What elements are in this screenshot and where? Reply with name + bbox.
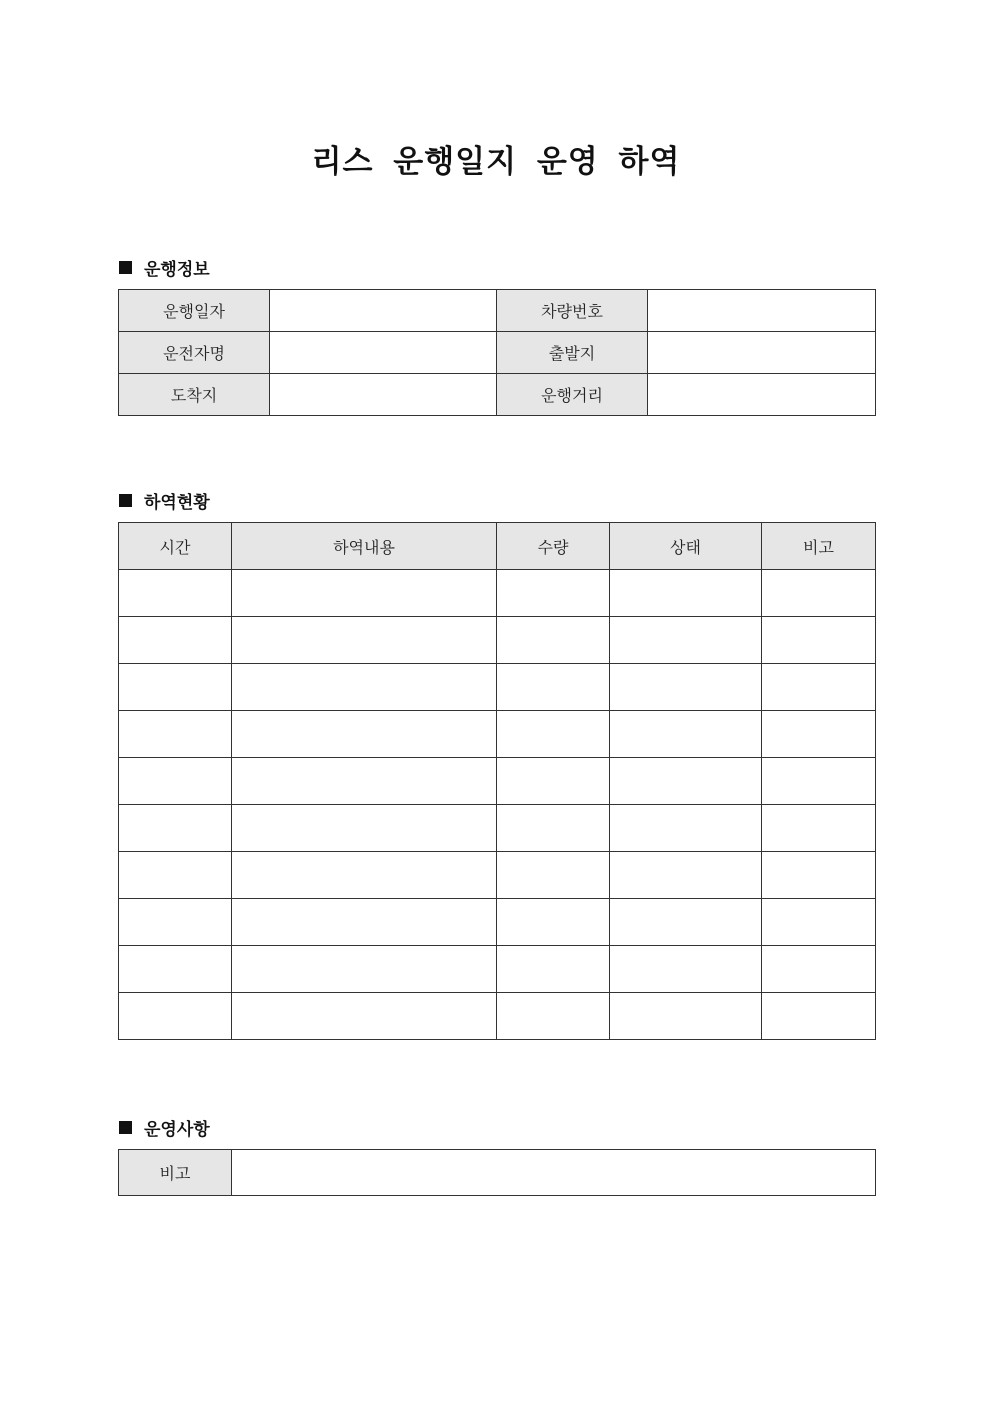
field-distance[interactable] [648,374,876,416]
cell-quantity[interactable] [497,805,610,852]
table-row [119,946,876,993]
cell-time[interactable] [119,758,232,805]
cell-status[interactable] [610,711,762,758]
cell-content[interactable] [232,946,497,993]
cell-time[interactable] [119,852,232,899]
cell-status[interactable] [610,993,762,1040]
cell-remarks[interactable] [762,805,876,852]
field-departure[interactable] [648,332,876,374]
cell-quantity[interactable] [497,711,610,758]
cell-time[interactable] [119,570,232,617]
cell-status[interactable] [610,617,762,664]
cell-remarks[interactable] [762,993,876,1040]
notes-table [118,1149,876,1196]
cell-status[interactable] [610,664,762,711]
column-header-time: 시간 [119,523,232,570]
cell-status[interactable] [610,899,762,946]
page-title: 리스 운행일지 운영 하역 [311,144,681,180]
cell-content[interactable] [232,899,497,946]
cell-content[interactable] [232,711,497,758]
section-heading-cargo-label: 하역현황 [144,493,210,513]
cell-content[interactable] [232,664,497,711]
cell-remarks[interactable] [762,570,876,617]
section-heading-notes [119,1115,210,1140]
cargo-header-row [119,523,876,570]
section-heading-info-label: 운행정보 [144,260,210,280]
section-heading-notes-label: 운영사항 [144,1120,210,1140]
section-heading-info [119,255,210,280]
cell-content[interactable] [232,852,497,899]
field-vehicle-no[interactable] [648,290,876,332]
cell-status[interactable] [610,758,762,805]
square-bullet-icon [119,261,132,274]
field-notes-remarks[interactable] [232,1150,876,1196]
label-distance: 운행거리 [497,374,648,416]
label-arrival: 도착지 [119,374,270,416]
notes-row [119,1150,876,1196]
cell-time[interactable] [119,946,232,993]
cell-remarks[interactable] [762,758,876,805]
info-table [118,289,876,416]
cell-quantity[interactable] [497,852,610,899]
cargo-table [118,522,876,1040]
table-row [119,899,876,946]
cell-content[interactable] [232,805,497,852]
cell-status[interactable] [610,946,762,993]
table-row [119,852,876,899]
column-header-quantity: 수량 [497,523,610,570]
label-vehicle-no: 차량번호 [497,290,648,332]
cell-status[interactable] [610,805,762,852]
table-row [119,664,876,711]
column-header-content: 하역내용 [232,523,497,570]
cell-time[interactable] [119,711,232,758]
label-driver: 운전자명 [119,332,270,374]
table-row [119,617,876,664]
cell-remarks[interactable] [762,711,876,758]
cell-status[interactable] [610,852,762,899]
square-bullet-icon [119,1121,132,1134]
cell-time[interactable] [119,899,232,946]
column-header-status: 상태 [610,523,762,570]
table-row [119,758,876,805]
cell-remarks[interactable] [762,617,876,664]
cell-remarks[interactable] [762,664,876,711]
info-row [119,332,876,374]
cargo-body [119,570,876,1040]
label-date: 운행일자 [119,290,270,332]
square-bullet-icon [119,494,132,507]
cell-time[interactable] [119,805,232,852]
column-header-remarks: 비고 [762,523,876,570]
cell-status[interactable] [610,570,762,617]
cell-remarks[interactable] [762,899,876,946]
label-departure: 출발지 [497,332,648,374]
field-driver[interactable] [270,332,497,374]
table-row [119,711,876,758]
section-heading-cargo [119,488,210,513]
label-notes-remarks: 비고 [119,1150,232,1196]
cell-quantity[interactable] [497,946,610,993]
cell-quantity[interactable] [497,664,610,711]
cell-remarks[interactable] [762,852,876,899]
cell-content[interactable] [232,570,497,617]
field-date[interactable] [270,290,497,332]
table-row [119,993,876,1040]
table-row [119,570,876,617]
cell-content[interactable] [232,617,497,664]
cell-time[interactable] [119,664,232,711]
cell-remarks[interactable] [762,946,876,993]
field-arrival[interactable] [270,374,497,416]
cell-quantity[interactable] [497,570,610,617]
cell-quantity[interactable] [497,617,610,664]
cell-quantity[interactable] [497,758,610,805]
cell-content[interactable] [232,993,497,1040]
cell-quantity[interactable] [497,899,610,946]
cell-quantity[interactable] [497,993,610,1040]
info-row [119,290,876,332]
cell-time[interactable] [119,993,232,1040]
cell-time[interactable] [119,617,232,664]
cell-content[interactable] [232,758,497,805]
table-row [119,805,876,852]
info-row [119,374,876,416]
